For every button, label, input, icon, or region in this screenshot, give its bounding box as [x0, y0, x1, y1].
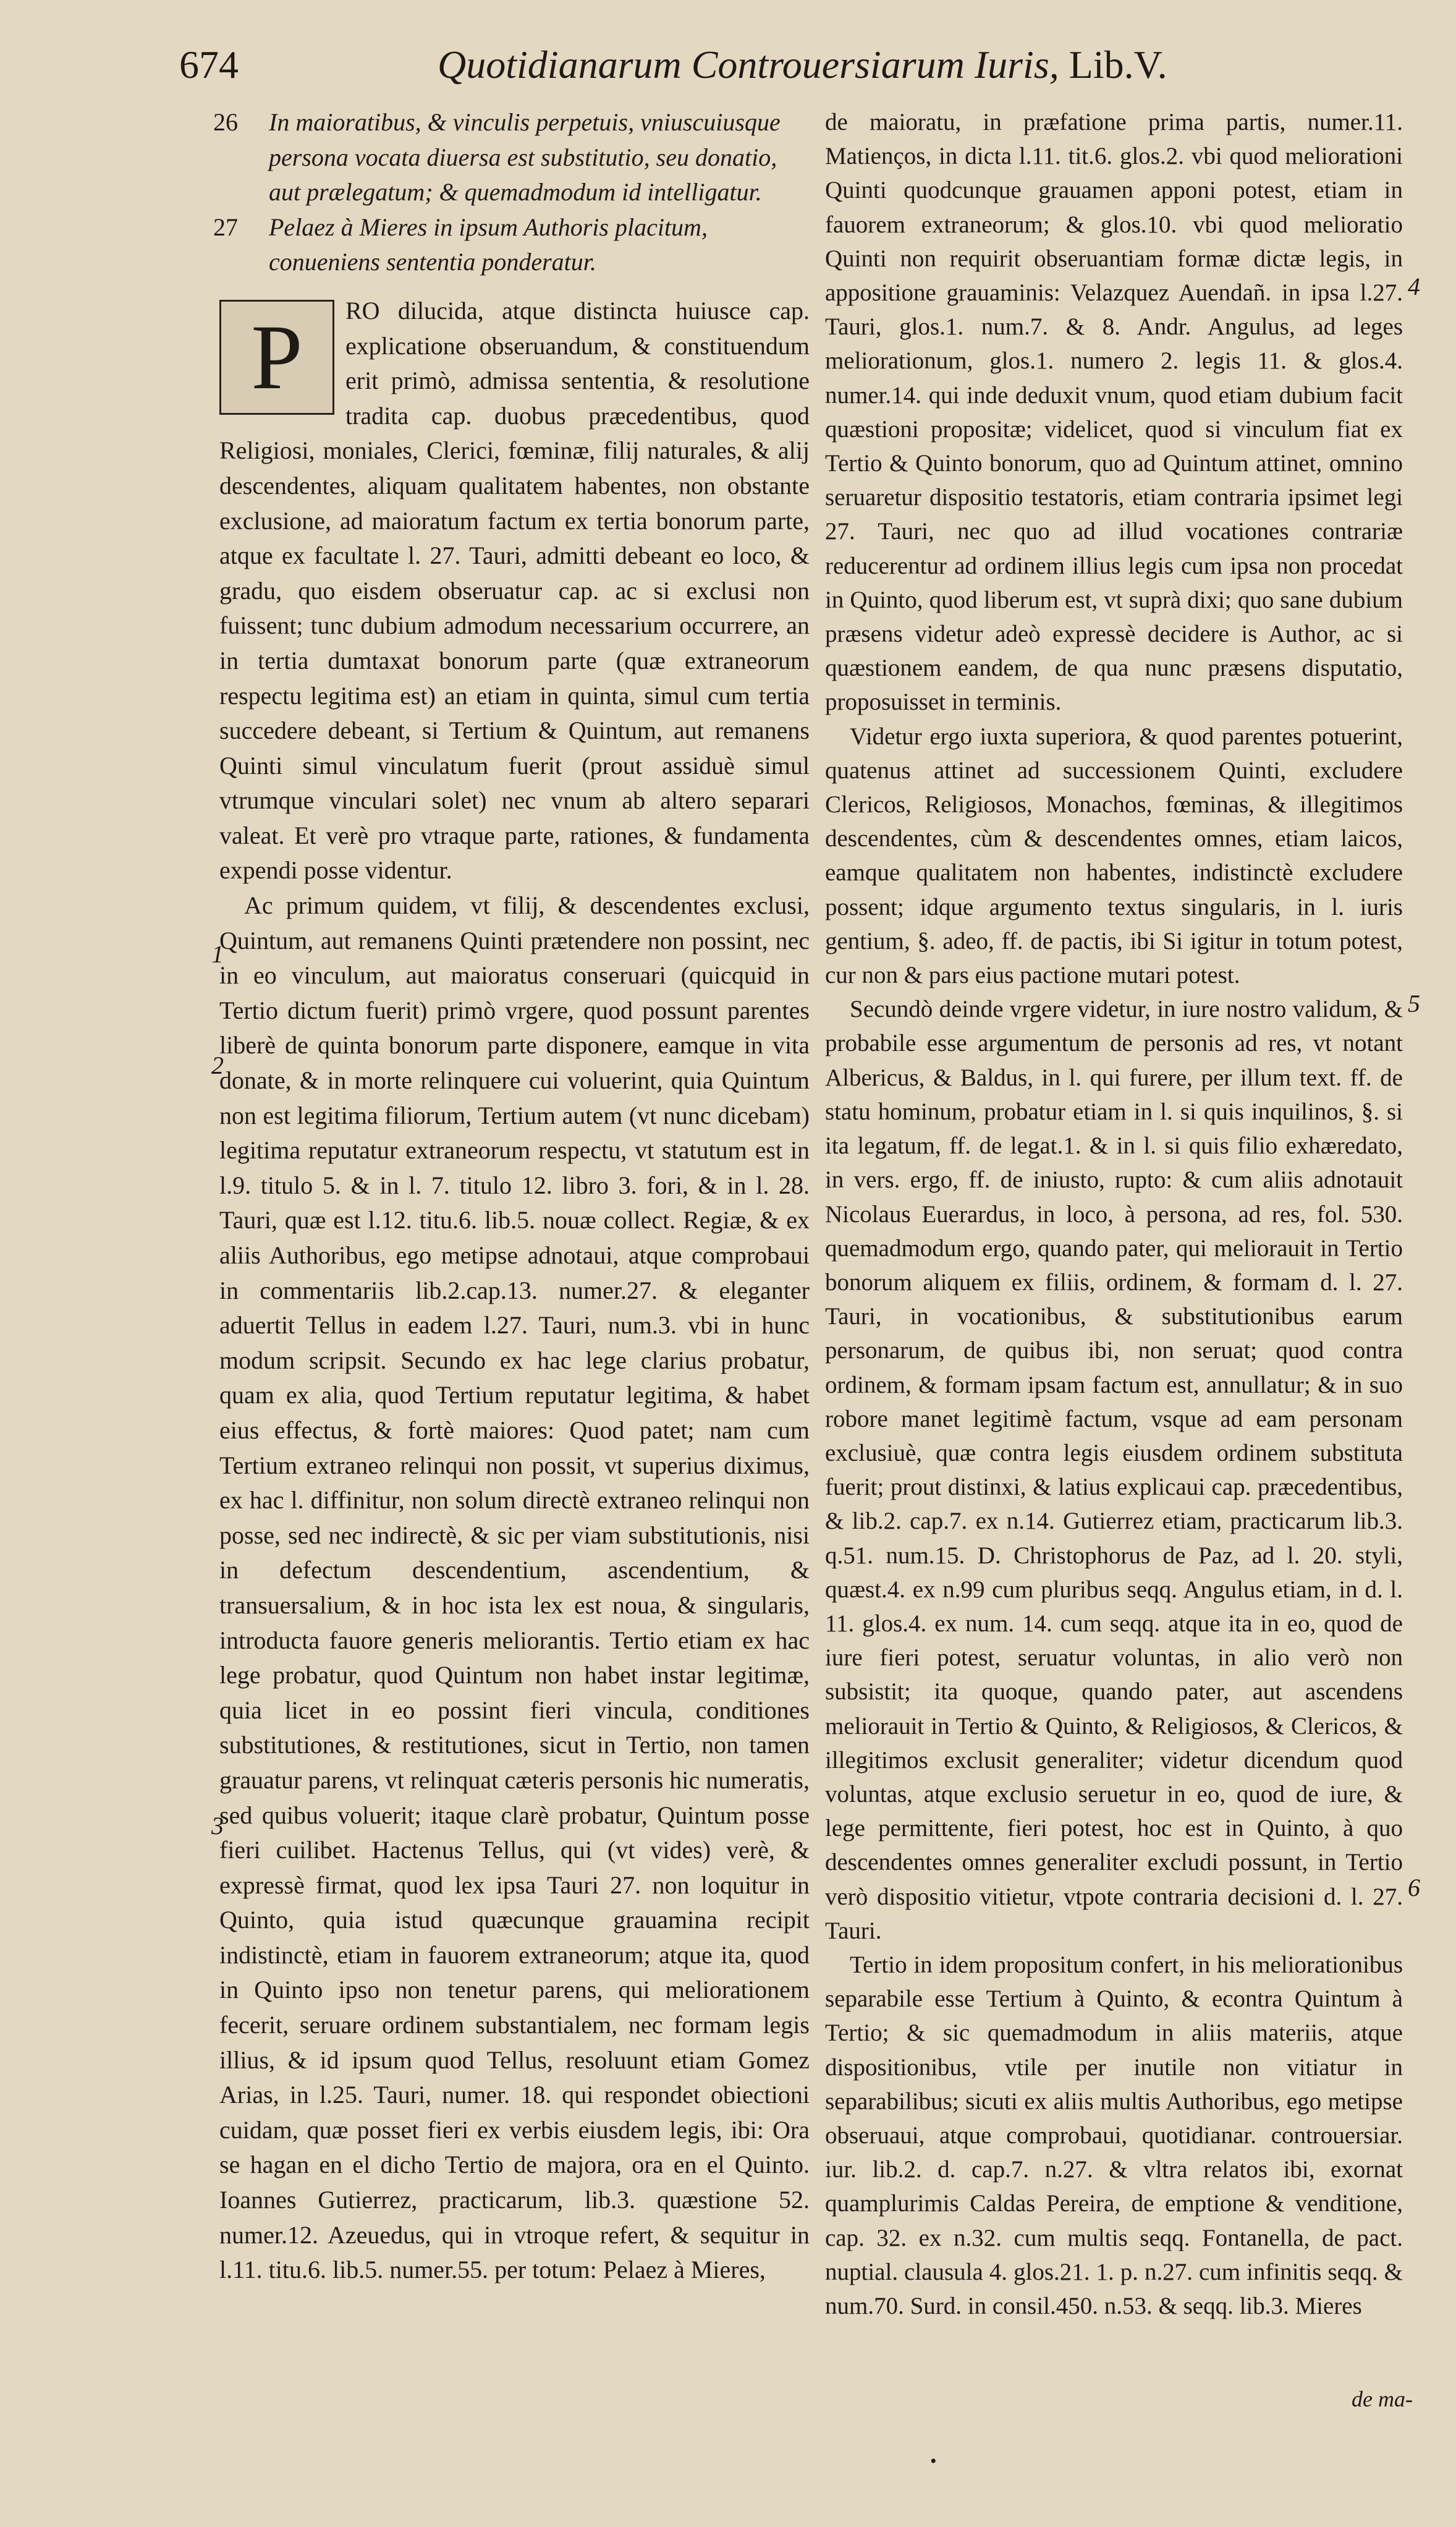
- summary-number: 26: [213, 108, 238, 136]
- book-label: Lib.V.: [1069, 43, 1167, 87]
- margin-number-right: 5: [1408, 990, 1420, 1017]
- running-title: [438, 42, 1167, 88]
- margin-number-left: 2: [211, 1051, 224, 1079]
- paragraph-text: Videtur ergo iuxta superiora, & quod parentes potuerint, quatenus attinet ad successionem Quinti, excludere Clericos, Religiosos, Monachos, fœminas, & illegitimos descendentes, cùm & descendentes omnes, etiam laicos, eamque qualitatem non habentes, indistinctè excludere possent; idque argumento textus singularis, in l. iuris gentium, §. adeo, ff. de pactis, ibi Si igitur in totum potest, cur non & pars eius pactione mutari potest.: [825, 723, 1403, 989]
- paragraph-text: RO dilucida, atque distincta huiusce cap. explicatione obseruandum, & constituendum erit primò, admissa sententia, & resolutione tradita cap. duobus præcedentibus, quod Religiosi, moniales, Clerici, fœminæ, filij naturales, & alij descendentes, aliquam qualitatem habentes, non obstante exclusione, ad maioratum factum ex tertia bonorum parte, atque ex facultate l. 27. Tauri, admitti debeant eo loco, & gradu, quo eisdem obseruatur cap. ac si exclusi non fuissent; tunc dubium admodum necessarium occurrere, an in tertia dumtaxat bonorum parte (quæ extraneorum respectu legitima est) an etiam in quinta, simul cum tertia succedere debeant, si Tertium & Quintum, aut remanens Quinti simul vinculatum fuerit (prout assiduè simul vtrumque vinculari solet) nec vnum ab altero separari valeat. Et verè pro vtraque parte, rationes, & fundamenta expendi posse videntur.: [219, 296, 810, 885]
- body-paragraph: [825, 720, 1403, 993]
- drop-cap-initial: P: [219, 300, 334, 415]
- page-number: 674: [179, 43, 239, 87]
- paragraph-text: Tertio in idem propositum confert, in his meliorationibus separabile esse Tertium à Quinto, & econtra Quintum à Tertio; & sic quemadmodum in aliis materiis, atque dispositionibus, vtile per inutile non vitiatur in separabilibus; sicuti ex aliis multis Authoribus, ego metipse obseruaui, atque comprobaui, quotidianar. controuersiar. iur. lib.2. d. cap.7. n.27. & vltra relatos ibi, exornat quamplurimis Caldas Pereira, de emptione & venditione, cap. 32. ex n.32. cum multis seqq. Fontanella, de pact. nuptial. clausula 4. glos.21. 1. p. n.27. cum infinitis seqq. & num.70. Surd. in consil.450. n.53. & seqq. lib.3. Mieres: [825, 1951, 1403, 2319]
- right-column: [825, 105, 1403, 2323]
- margin-number-right: 6: [1408, 1874, 1420, 1901]
- body-paragraph: [825, 105, 1403, 720]
- paragraph-text: de maioratu, in præfatione prima partis, numer.11. Matienços, in dicta l.11. tit.6. glos.2. vbi quod meliorationi Quinti quodcunque grauamen apponi potest, etiam in fauorem extraneorum; & glos.10. vbi quod melioratio Quinti non requirit obseruantiam formæ dictæ legis, in appositione grauaminis: Velazquez Auendañ. in ipsa l.27. Tauri, glos.1. num.7. & 8. Andr. Angulus, ad leges meliorationum, glos.1. numero 2. legis 11. & glos.4. numer.14. qui inde deduxit vnum, quod etiam dubium facit quæstioni propositæ; videlicet, quod si vinculum fiat ex Tertio & Quinto bonorum, quo ad Quintum attinet, omnino seruaretur dispositio testatoris, etiam contraria ipsimet legi 27. Tauri, nec quo ad illud vocationes contrariæ reducerentur ad ordinem illius legis cum ipsa non procedat in Quinto, quod liberum est, vt suprà dixi; quo sane dubium præsens videtur adeò expressè decidere is Author, ac si quæstionem eandem, de qua nunc præsens disputatio, proposuisset in terminis.: [825, 109, 1403, 716]
- catchword: de ma-: [1352, 2387, 1413, 2411]
- body-paragraph: [219, 888, 810, 2288]
- summary-text: Pelaez à Mieres in ipsum Authoris placitum, conueniens sententia ponderatur.: [269, 213, 708, 276]
- margin-number-right: 4: [1408, 273, 1420, 300]
- running-header: [179, 37, 1353, 99]
- summary-item: [213, 210, 810, 280]
- summary-text: In maioratibus, & vinculis perpetuis, vniuscuiusque persona vocata diuersa est substitutio, seu donatio, aut prælegatum; & quemadmodum id intelligatur.: [269, 108, 781, 206]
- summary-list: [213, 105, 810, 280]
- body-paragraph: [825, 1948, 1403, 2323]
- running-title-text: Quotidianarum Controuersiarum Iuris,: [438, 43, 1059, 87]
- page-mark: •: [930, 2451, 937, 2471]
- paragraph-text: Secundò deinde vrgere videtur, in iure nostro validum, & probabile esse argumentum de personis ad res, vt notant Albericus, & Baldus, in l. qui furere, per illum text. ff. de statu hominum, probatur etiam in l. si quis inquilinos, §. si ita legatum, ff. de legat.1. & in l. si quis filio exhæredato, in vers. ergo, ff. de iniusto, rupto: & cum aliis adnotauit Nicolaus Euerardus, in loco, à persona, ad res, fol. 530. quemadmodum ergo, quando pater, qui meliorauit in Tertio bonorum aliquem ex filiis, ordinem, & formam d. l. 27. Tauri, in vocationibus, & substitutionibus earum personarum, de quibus ibi, non seruat; quod contra ordinem, & formam ipsam factum est, annullatur; & in suo robore manet legitimè factum, vsque ad eam personam exclusiuè, quæ contra legis eiusdem ordinem substituta fuerit; prout distinxi, & latius explicaui cap. præcedentibus, & lib.2. cap.7. ex n.14. Gutierrez etiam, practicarum lib.3. q.51. num.15. D. Christophorus de Paz, ad l. 20. styli, quæst.4. ex n.99 cum pluribus seqq. Angulus etiam, in d. l. 11. glos.4. ex num. 14. cum seqq. atque ita in eo, quod de iure fieri potest, seruatur voluntas, in alio verò non subsistit; ita quoque, quando pater, aut ascendens meliorauit in Tertio & Quinto, & Religiosos, & Clericos, & illegitimos exclusit generaliter; videtur dicendum quod voluntas, atque exclusio seruetur in eo, quod de iure, & lege permittente, fieri potest, hoc est in Quinto, à quo descendentes omnes generaliter excludi possunt, in Tertio verò dispositio vitietur, vtpote contraria decisioni d. l. 27. Tauri.: [825, 996, 1403, 1944]
- summary-item: [213, 105, 810, 210]
- margin-number-left: 3: [211, 1812, 224, 1840]
- body-paragraph: [219, 294, 810, 888]
- summary-number: 27: [213, 213, 238, 241]
- paragraph-text: Ac primum quidem, vt filij, & descendentes exclusi, Quintum, aut remanens Quinti prætendere non possint, nec in eo vinculum, aut maioratus conseruari (quicquid in Tertio dictum fuerit) primò vrgere, quod possunt parentes liberè de quinta bonorum parte disponere, eamque in vita donate, & in morte relinquere cui voluerint, quia Quintum non est legitima filiorum, Tertium autem (vt nunc dicebam) legitima reputatur extraneorum respectu, vt statutum est in l.9. titulo 5. & in l. 7. titulo 12. libro 3. fori, & in l. 28. Tauri, quæ est l.12. titu.6. lib.5. nouæ collect. Regiæ, & ex aliis Authoribus, ego metipse adnotaui, atque comprobaui in commentariis lib.2.cap.13. numer.27. & eleganter aduertit Tellus in eadem l.27. Tauri, num.3. vbi in hunc modum scripsit. Secundo ex hac lege clarius probatur, quam ex alia, quod Tertium reputatur legitima, & habet eius effectus, & fortè maiores: Quod patet; nam cum Tertium extraneo relinqui non possit, vt superius diximus, ex hac l. diffinitur, non solum directè extraneo relinqui non posse, sed nec indirectè, & sic per viam substitutionis, nisi in defectum descendentium, ascendentium, & transuersalium, & in hoc ista lex est noua, & singularis, introducta fauore generis meliorantis. Tertio etiam ex hac lege probatur, quod Quintum non habet instar legitimæ, quia licet in eo possint fieri vincula, conditiones substitutiones, & restitutiones, sicut in Tertio, non tamen grauatur parens, vt relinquat cæteris personis hic numeratis, sed quibus voluerit; itaque clarè probatur, Quintum posse fieri cuilibet. Hactenus Tellus, qui (vt vides) verè, & expressè firmat, quod lex ipsa Tauri 27. non loquitur in Quinto, quia istud quæcunque grauamina recipit indistinctè, etiam in fauorem extraneorum; atque ita, quod in Quinto ipso non tenetur parens, qui meliorationem fecerit, seruare ordinem substantialem, nec formam legis illius, & id ipsum quod Tellus, resoluunt etiam Gomez Arias, in l.25. Tauri, numer. 18. qui respondet obiectioni cuidam, quæ posset fieri ex verbis eiusdem legis, ibi: Ora se hagan en el dicho Tertio de majora, ora en el Quinto. Ioannes Gutierrez, practicarum, lib.3. quæstione 52. numer.12. Azeuedus, qui in vtroque refert, & sequitur in l.11. titu.6. lib.5. numer.55. per totum: Pelaez à Mieres,: [219, 891, 810, 2284]
- margin-number-left: 1: [211, 940, 224, 968]
- body-paragraph: [825, 992, 1403, 1948]
- left-column: [213, 105, 810, 2288]
